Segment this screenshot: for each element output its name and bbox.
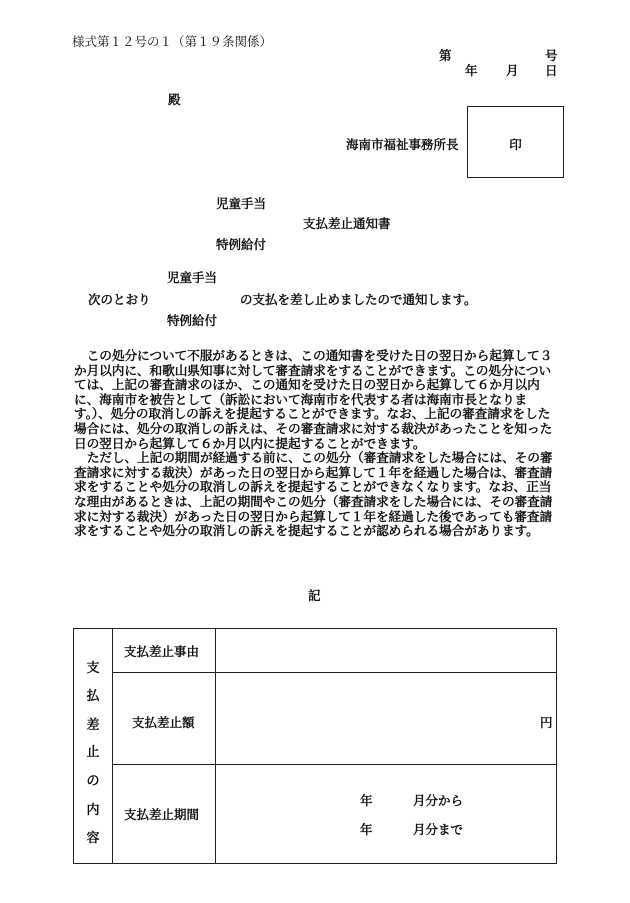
notice-paragraph-1: この処分について不服があるときは、この通知書を受けた日の翌日から起算して３か月以内に、和歌山県知事に対して審査請求をすることができます。この処分については、上記の審査請求のほか、この通知を受けた日の翌日から起算して６か月以内に、海南市を被告として（訴訟において海南市を代表する者は海南市長となります。）、処分の取消しの訴えを提起することができます。なお、上記の審査請求をした場合には、処分の取消しの訴えは、その審査請求に対する裁決があったことを知った日の翌日から起算して６か月以内に提起することができます。 — [74, 348, 553, 451]
table-divider-label — [215, 629, 216, 863]
title-option-top: 児童手当 — [216, 196, 267, 211]
side-label-char: 止 — [86, 745, 100, 760]
intro-suffix: の支払を差し止めましたので通知します。 — [240, 292, 477, 307]
table-divider-side — [112, 629, 113, 863]
period-from-year: 年 — [360, 793, 373, 808]
intro-option-top: 児童手当 — [167, 270, 218, 285]
suspension-details-table — [73, 628, 557, 864]
side-label-char: の — [86, 774, 100, 789]
intro-option-bottom: 特例給付 — [167, 313, 218, 328]
period-to-year: 年 — [360, 822, 373, 837]
side-label-char: 容 — [86, 831, 100, 846]
seal-box — [467, 106, 564, 178]
title-option-bottom: 特例給付 — [216, 237, 267, 252]
date-year-label: 年 — [465, 63, 478, 78]
issuer-name: 海南市福祉事務所長 — [346, 137, 459, 152]
ki-label: 記 — [308, 588, 321, 603]
row-amount-label: 支払差止額 — [132, 715, 195, 730]
notice-paragraph-2: ただし、上記の期間が経過する前に、この処分（審査請求をした場合には、その審査請求に対する裁決）があった日の翌日から起算して１年を経過した場合は、審査請求をすることや処分の取消しの訴えを提起することができなくなります。なお、正当な理由があるときは、上記の期間やこの処分（審査請求をした場合には、その審査請求に対する裁決）があった日の翌日から起算して１年を経過した後であっても審査請求をすることや処分の取消しの訴えを提起することが認められる場合があります。 — [74, 450, 553, 539]
row-period-label: 支払差止期間 — [124, 807, 200, 822]
recipient-suffix: 殿 — [168, 92, 181, 107]
table-row-divider-2 — [112, 764, 556, 765]
period-to-month: 月分まで — [413, 822, 464, 837]
period-from-month: 月分から — [413, 793, 464, 808]
row-amount-unit: 円 — [540, 715, 553, 730]
date-month-label: 月 — [506, 63, 519, 78]
side-label-char: 内 — [86, 803, 100, 818]
date-day-label: 日 — [545, 63, 558, 78]
document-title: 支払差止通知書 — [303, 216, 391, 231]
table-row-divider-1 — [112, 672, 556, 673]
row-reason-label: 支払差止事由 — [124, 644, 200, 659]
form-id: 様式第１２号の１（第１９条関係） — [72, 34, 273, 49]
number-prefix: 第 — [439, 48, 452, 63]
appeal-notice — [74, 349, 562, 539]
side-label-char: 差 — [86, 718, 100, 733]
intro-prefix: 次のとおり — [88, 292, 151, 307]
seal-label: 印 — [509, 137, 522, 152]
number-suffix: 号 — [545, 48, 558, 63]
side-label-char: 支 — [86, 661, 100, 676]
side-label-char: 払 — [86, 689, 100, 704]
